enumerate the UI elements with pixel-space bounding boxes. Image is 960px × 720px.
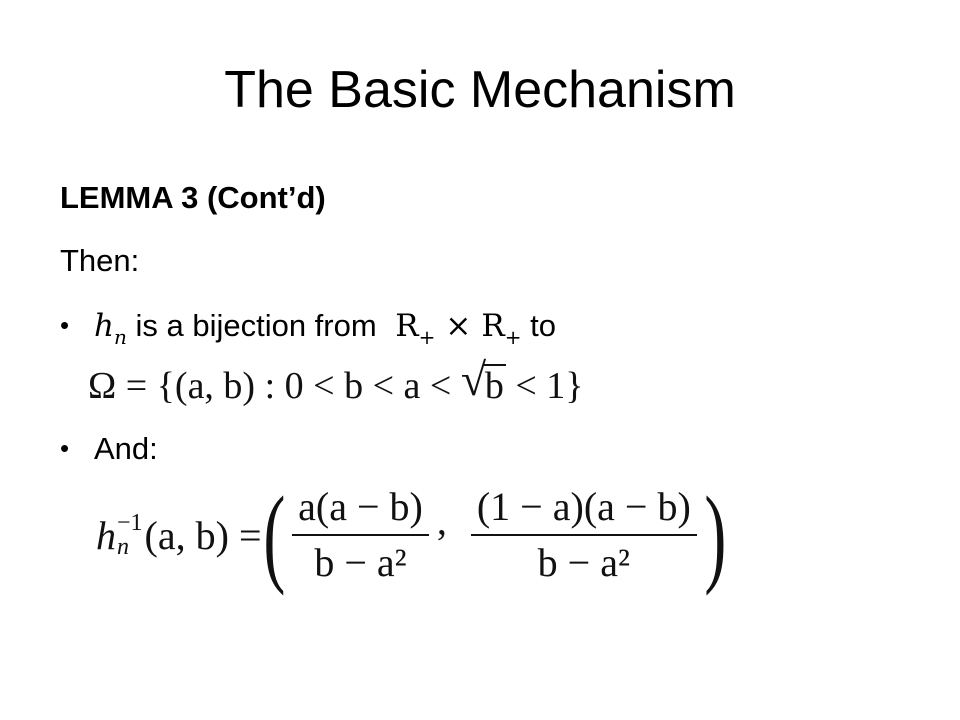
fraction-second bbox=[471, 484, 697, 586]
open-paren: ( bbox=[262, 474, 285, 596]
slide-title: The Basic Mechanism bbox=[224, 61, 736, 119]
symbol-h: h bbox=[94, 308, 114, 344]
omega-rhs: < 1} bbox=[505, 365, 584, 407]
inverse-subscript: n bbox=[117, 534, 129, 560]
bullet-and bbox=[60, 428, 158, 469]
inverse-h: h bbox=[96, 512, 116, 558]
fraction-second-denominator: b − a² bbox=[537, 540, 630, 585]
bullet-marker: • bbox=[60, 310, 70, 340]
inverse-sup-sub bbox=[117, 511, 143, 559]
bullet-text-end: to bbox=[521, 308, 556, 343]
bullet-text: is a bijection from bbox=[126, 308, 386, 343]
fraction-second-numerator: (1 − a)(a − b) bbox=[471, 484, 697, 536]
set-r-left-subscript: + bbox=[418, 325, 436, 349]
close-paren: ) bbox=[704, 474, 727, 596]
bullet-marker: • bbox=[60, 433, 70, 463]
radical-sign: √ bbox=[460, 354, 487, 405]
sqrt-expression bbox=[461, 356, 506, 416]
fraction-first bbox=[292, 484, 429, 586]
symbol-n-subscript: n bbox=[113, 325, 127, 349]
bullet-text: And: bbox=[94, 431, 158, 466]
fraction-first-denominator: b − a² bbox=[314, 540, 407, 585]
set-r-right: R bbox=[481, 308, 505, 344]
set-r-right-subscript: + bbox=[504, 325, 522, 349]
inverse-superscript: −1 bbox=[117, 510, 143, 536]
fraction-first-numerator: a(a − b) bbox=[292, 484, 429, 536]
omega-formula bbox=[88, 356, 583, 416]
inverse-args: (a, b) = bbox=[144, 512, 262, 558]
lemma-heading: LEMMA 3 (Cont’d) bbox=[60, 180, 326, 215]
then-label: Then: bbox=[60, 243, 140, 278]
set-r-left: R bbox=[395, 308, 419, 344]
omega-lhs: Ω = {(a, b) : 0 < b < a < bbox=[88, 365, 461, 407]
times-symbol: × bbox=[445, 308, 472, 344]
inverse-lhs bbox=[96, 511, 262, 559]
fraction-comma: , bbox=[436, 498, 447, 543]
inverse-formula bbox=[96, 470, 727, 600]
sqrt-radicand: b bbox=[484, 365, 504, 407]
